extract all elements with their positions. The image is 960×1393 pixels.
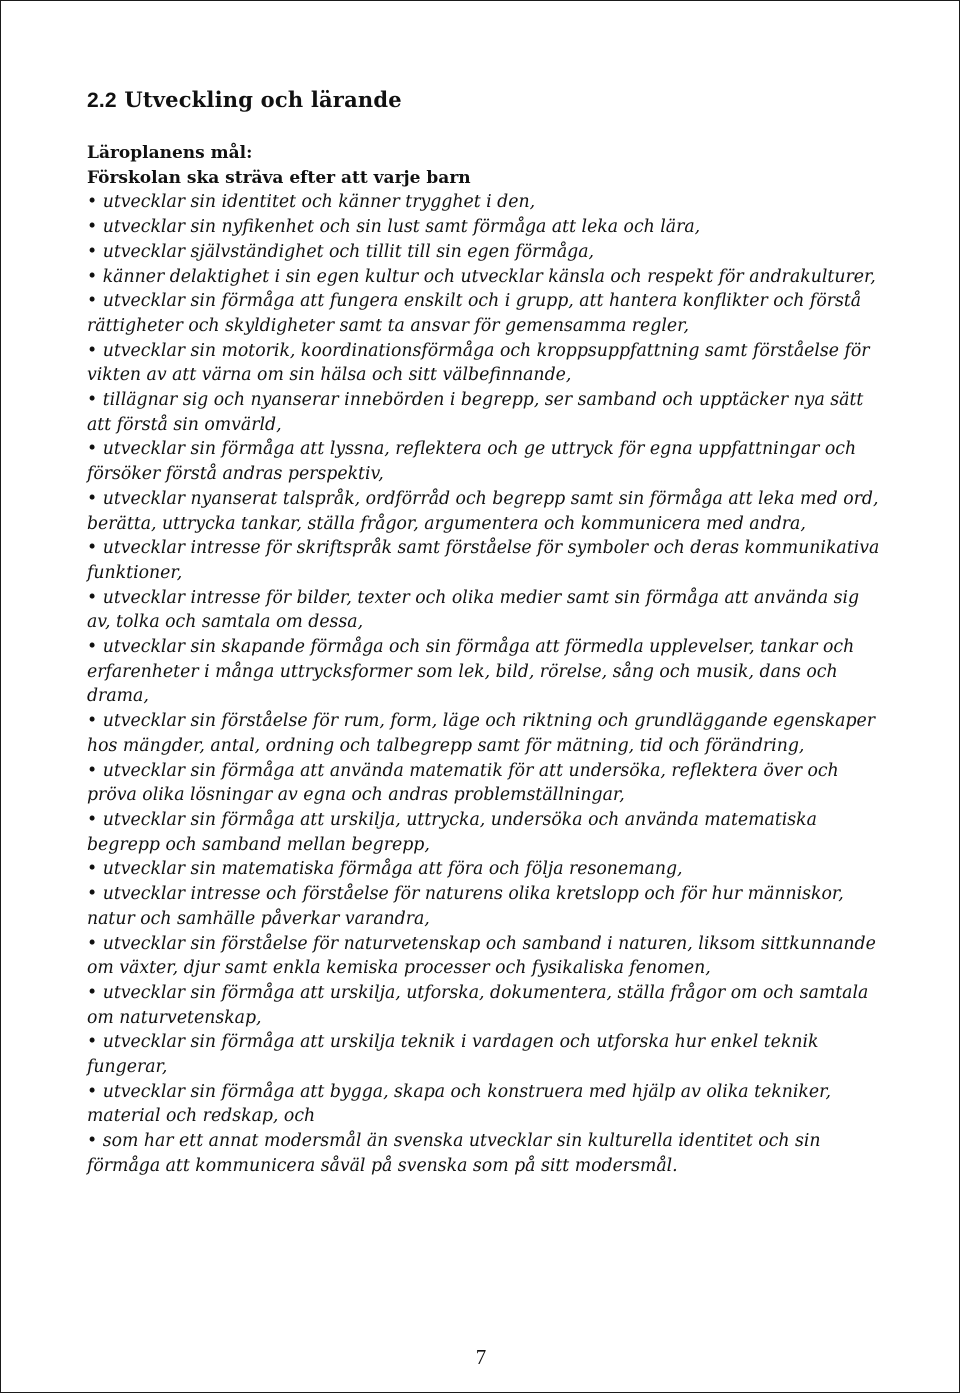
bullet-glyph: •: [87, 291, 98, 312]
bullet-glyph: •: [87, 1131, 98, 1152]
bullet-glyph: •: [87, 809, 98, 830]
goal-item: [87, 536, 887, 585]
goal-item: [87, 487, 887, 536]
section-heading: [87, 85, 887, 116]
goal-item: [87, 265, 887, 290]
goal-item: [87, 289, 887, 338]
goal-item-text: utvecklar sin förståelse för rum, form, läge och riktning och grundläggande egenskaper hos mängder, antal, ordning och talbegrepp samt för mätning, tid och förändring,: [87, 711, 876, 756]
goal-item: [87, 388, 887, 437]
goal-item-text: utvecklar sin nyfikenhet och sin lust samt förmåga att leka och lära,: [102, 217, 701, 238]
bullet-glyph: •: [87, 340, 98, 361]
goal-item-text: utvecklar intresse för skriftspråk samt förståelse för symboler och deras kommunikativa funktioner,: [87, 538, 880, 583]
goal-item-text: utvecklar sin motorik, koordinationsförmåga och kroppsuppfattning samt förståelse för vikten av att värna om sin hälsa och sitt välbefinnande,: [87, 340, 870, 386]
bullet-glyph: •: [87, 538, 98, 559]
bullet-glyph: •: [87, 390, 98, 411]
bullet-glyph: •: [87, 1032, 98, 1053]
goal-item: [87, 882, 887, 931]
goal-item-text: utvecklar nyanserat talspråk, ordförråd och begrepp samt sin förmåga att leka med ord, berätta, uttrycka tankar, ställa frågor, argumentera och kommunicera med andra,: [87, 488, 879, 534]
goal-item-text: utvecklar sin förståelse för naturvetenskap och samband i naturen, liksom sittkunnande om växter, djur samt enkla kemiska processer och fysikaliska fenomen,: [87, 933, 876, 979]
goals-intro: Förskolan ska sträva efter att varje barn: [87, 167, 471, 188]
goals-label: Läroplanens mål:: [87, 143, 253, 163]
bullet-glyph: •: [87, 241, 98, 262]
bullet-glyph: •: [87, 587, 98, 608]
bullet-glyph: •: [87, 933, 98, 954]
goal-item-text: utvecklar sin förmåga att urskilja teknik i vardagen och utforska hur enkel teknik fungerar,: [87, 1032, 819, 1078]
goal-item: [87, 1129, 887, 1178]
bullet-glyph: •: [87, 982, 98, 1003]
goal-item: [87, 215, 887, 240]
bullet-glyph: •: [87, 637, 98, 658]
goal-item-text: känner delaktighet i sin egen kultur och utvecklar känsla och respekt för andrakulturer,: [102, 266, 876, 287]
goal-item-text: utvecklar intresse och förståelse för naturens olika kretslopp och för hur människor, natur och samhälle påverkar varandra,: [87, 884, 844, 929]
goal-item-text: utvecklar sin förmåga att urskilja, uttrycka, undersöka och använda matematiska begrepp och samband mellan begrepp,: [87, 809, 817, 855]
goal-item: [87, 190, 887, 215]
page-number: 7: [475, 1345, 487, 1369]
bullet-glyph: •: [87, 884, 98, 905]
goal-item-text: utvecklar sin identitet och känner trygghet i den,: [102, 192, 536, 213]
section-number: 2.2: [87, 89, 117, 112]
goal-item: [87, 981, 887, 1030]
goal-item: [87, 759, 887, 808]
section-title: Utveckling och lärande: [124, 87, 402, 112]
goal-item: [87, 857, 887, 882]
bullet-glyph: •: [87, 488, 98, 509]
bullet-glyph: •: [87, 711, 98, 732]
bullet-glyph: •: [87, 1081, 98, 1102]
goal-item-text: utvecklar sin förmåga att fungera enskilt och i grupp, att hantera konflikter och förstå rättigheter och skyldigheter samt ta ansvar för gemensamma regler,: [87, 291, 862, 336]
goal-item: [87, 808, 887, 857]
goal-item: [87, 1080, 887, 1129]
goal-item: [87, 1030, 887, 1079]
goal-item-text: utvecklar sin förmåga att lyssna, reflektera och ge uttryck för egna uppfattningar och försöker förstå andras perspektiv,: [87, 439, 857, 485]
goal-item-text: utvecklar intresse för bilder, texter och olika medier samt sin förmåga att använda sig av, tolka och samtala om dessa,: [87, 587, 860, 633]
goal-item: [87, 240, 887, 265]
goal-item-text: utvecklar sin förmåga att använda matematik för att undersöka, reflektera över och pröva olika lösningar av egna och andras problemställningar,: [87, 760, 839, 806]
bullet-glyph: •: [87, 760, 98, 781]
goal-item-text: utvecklar sin förmåga att urskilja, utforska, dokumentera, ställa frågor om och samtala om naturvetenskap,: [87, 982, 869, 1028]
bullet-glyph: •: [87, 859, 98, 880]
page-content: [87, 85, 887, 1179]
bullet-glyph: •: [87, 217, 98, 238]
goals-list: [87, 190, 887, 1178]
goal-item-text: som har ett annat modersmål än svenska utvecklar sin kulturella identitet och sin förmåga att kommunicera såväl på svenska som på sitt modersmål.: [87, 1131, 821, 1176]
goal-item-text: utvecklar sin skapande förmåga och sin förmåga att förmedla upplevelser, tankar och erfarenheter i många uttrycksformer som lek, bild, rörelse, sång och musik, dans och drama,: [87, 637, 855, 707]
bullet-glyph: •: [87, 266, 98, 287]
goal-item: [87, 932, 887, 981]
goal-item-text: utvecklar sin förmåga att bygga, skapa och konstruera med hjälp av olika tekniker, material och redskap, och: [87, 1081, 831, 1127]
goal-item: [87, 709, 887, 758]
goal-item: [87, 437, 887, 486]
goal-item: [87, 586, 887, 635]
goal-item-text: utvecklar självständighet och tillit till sin egen förmåga,: [102, 241, 594, 262]
goal-item: [87, 635, 887, 709]
goal-item: [87, 339, 887, 388]
goal-item-text: utvecklar sin matematiska förmåga att föra och följa resonemang,: [102, 859, 683, 880]
bullet-glyph: •: [87, 439, 98, 460]
bullet-glyph: •: [87, 192, 98, 213]
goal-item-text: tillägnar sig och nyanserar innebörden i begrepp, ser samband och upptäcker nya sätt att förstå sin omvärld,: [87, 390, 864, 435]
